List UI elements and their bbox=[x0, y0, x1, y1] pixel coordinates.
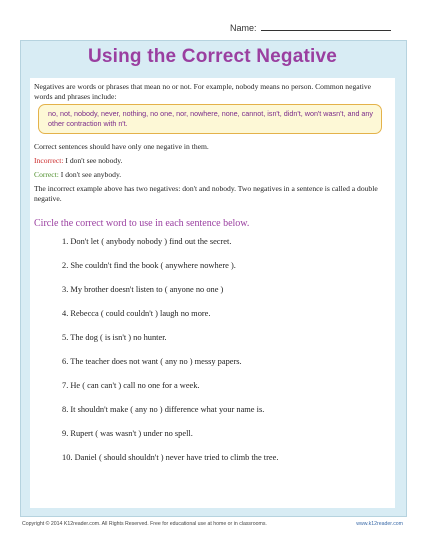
question-10: 10. Daniel ( should shouldn't ) never have tried to climb the tree. bbox=[62, 453, 279, 462]
footer-url-link[interactable]: www.k12reader.com bbox=[356, 521, 403, 527]
name-blank-line bbox=[261, 22, 391, 31]
instructions: Circle the correct word to use in each sentence below. bbox=[34, 218, 250, 229]
negative-words-list: no, not, nobody, never, nothing, no one, nor, nowhere, none, cannot, isn't, didn't, won't wasn't, and any other contraction with n't. bbox=[48, 109, 374, 128]
worksheet-title: Using the Correct Negative bbox=[87, 46, 338, 67]
question-7: 7. He ( can can't ) call no one for a week. bbox=[62, 381, 200, 390]
question-2: 2. She couldn't find the book ( anywhere nowhere ). bbox=[62, 261, 236, 270]
incorrect-example bbox=[34, 156, 389, 166]
incorrect-sentence: I don't see nobody. bbox=[65, 156, 123, 165]
question-3: 3. My brother doesn't listen to ( anyone no one ) bbox=[62, 285, 224, 294]
question-9: 9. Rupert ( was wasn't ) under no spell. bbox=[62, 429, 193, 438]
question-5: 5. The dog ( is isn't ) no hunter. bbox=[62, 333, 167, 342]
copyright-footer: Copyright © 2014 K12reader.com. All Rights Reserved. Free for educational use at home or in classrooms. bbox=[22, 521, 267, 527]
incorrect-label: Incorrect: bbox=[34, 156, 64, 165]
rule-text: Correct sentences should have only one negative in them. bbox=[34, 142, 209, 151]
question-8: 8. It shouldn't make ( any no ) difference what your name is. bbox=[62, 405, 265, 414]
intro-paragraph: Negatives are words or phrases that mean no or not. For example, nobody means no person. Common negative words and phrases include: bbox=[34, 82, 371, 101]
correct-sentence: I don't see anybody. bbox=[60, 170, 122, 179]
question-1: 1. Don't let ( anybody nobody ) find out the secret. bbox=[62, 237, 232, 246]
question-4: 4. Rebecca ( could couldn't ) laugh no more. bbox=[62, 309, 211, 318]
explanation-paragraph: The incorrect example above has two negatives: don't and nobody. Two negatives in a sentence is called a double negative. bbox=[34, 184, 378, 203]
correct-example bbox=[34, 170, 389, 180]
question-6: 6. The teacher does not want ( any no ) messy papers. bbox=[62, 357, 242, 366]
name-label: Name: bbox=[230, 23, 257, 33]
correct-label: Correct: bbox=[34, 170, 59, 179]
name-field bbox=[230, 22, 391, 33]
